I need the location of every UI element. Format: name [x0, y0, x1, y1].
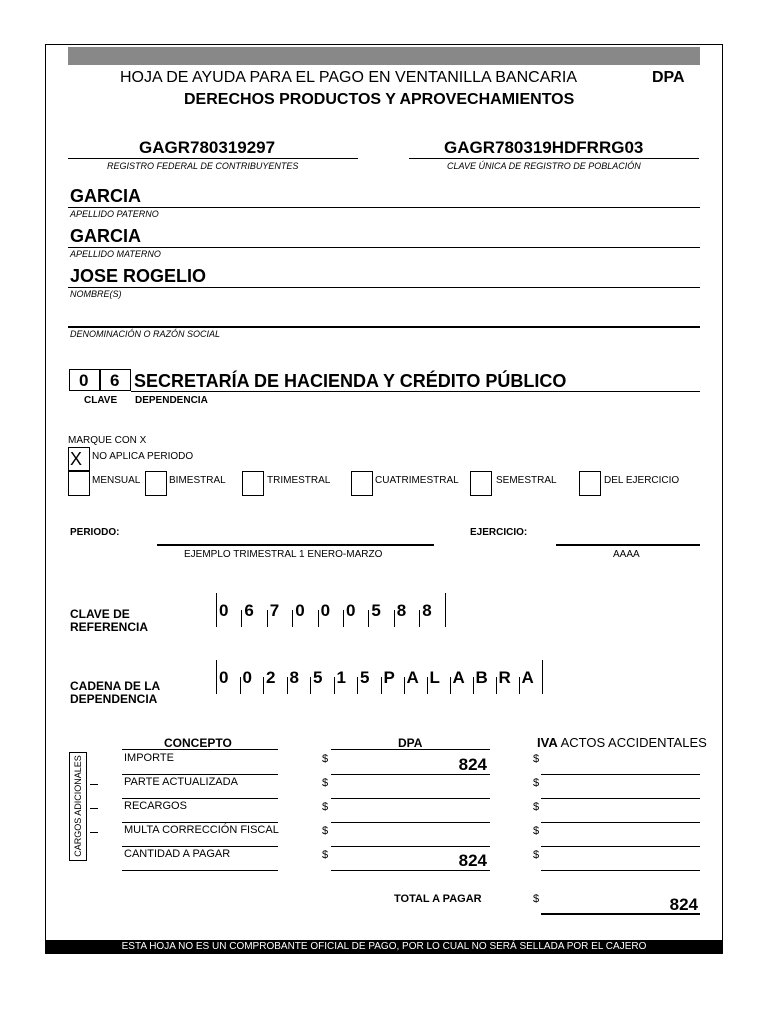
col-dpa-line [331, 749, 490, 750]
dpa-badge: DPA [652, 69, 685, 86]
dpa-currency: $ [322, 777, 329, 789]
dpa-value: 824 [458, 851, 487, 870]
total-label: TOTAL A PAGAR [394, 893, 482, 905]
clave-referencia-separator [241, 610, 242, 627]
concept-label: IMPORTE [124, 752, 174, 764]
iva-currency: $ [533, 849, 540, 861]
cadena-label-2: DEPENDENCIA [70, 692, 158, 706]
cuatrimestral-label: CUATRIMESTRAL [375, 475, 459, 486]
iva-currency: $ [533, 777, 540, 789]
concept-line [122, 822, 278, 823]
cadena-separator [542, 660, 543, 694]
rfc-value: GAGR780319297 [139, 138, 276, 157]
trimestral-checkbox[interactable] [242, 471, 264, 496]
cadena-separator [381, 677, 382, 694]
clave-referencia-separator [368, 610, 369, 627]
apellido-paterno-label: APELLIDO PATERNO [70, 209, 159, 219]
col-iva-header [537, 735, 707, 750]
cadena-separator [496, 677, 497, 694]
apellido-paterno-value: GARCIA [70, 186, 141, 206]
clave-referencia-separator [419, 610, 420, 627]
del-ejercicio-checkbox[interactable] [579, 471, 601, 496]
disclaimer-footer: ESTA HOJA NO ES UN COMPROBANTE OFICIAL DE PAGO, POR LO CUAL NO SERÁ SELLADA POR EL CAJERO [45, 940, 723, 954]
clave-referencia-char: 8 [396, 601, 407, 620]
dependencia-clave-label: CLAVE [84, 395, 118, 406]
concept-line [122, 846, 278, 847]
total-line [541, 913, 700, 915]
cadena-char: B [475, 668, 488, 687]
form-frame [45, 44, 723, 954]
dpa-line [331, 846, 490, 847]
cargos-tick-2 [90, 808, 98, 809]
periodo-hint: EJEMPLO TRIMESTRAL 1 ENERO-MARZO [184, 549, 383, 560]
clave-referencia-separator [445, 593, 446, 627]
cargos-tick-1 [90, 784, 98, 785]
apellido-materno-label: APELLIDO MATERNO [70, 249, 161, 259]
bimestral-checkbox[interactable] [145, 471, 167, 496]
cuatrimestral-checkbox[interactable] [351, 471, 373, 496]
dpa-currency: $ [322, 849, 329, 861]
periodo-field-line[interactable] [157, 544, 434, 546]
clave-referencia-separator [318, 610, 319, 627]
rfc-label: REGISTRO FEDERAL DE CONTRIBUYENTES [107, 161, 299, 171]
concept-label: RECARGOS [124, 800, 187, 812]
cargos-adicionales-label: CARGOS ADICIONALES [73, 755, 83, 857]
cadena-char: 0 [219, 668, 229, 687]
concept-label: CANTIDAD A PAGAR [124, 848, 231, 860]
clave-referencia-char: 6 [244, 601, 254, 620]
total-value: 824 [669, 895, 698, 914]
clave-referencia-char: 8 [422, 601, 432, 620]
dependencia-line [131, 391, 700, 392]
clave-referencia-label-1: CLAVE DE [70, 607, 130, 621]
cadena-separator [240, 677, 241, 694]
cadena-char: 8 [289, 668, 299, 687]
dpa-currency: $ [322, 753, 329, 765]
cadena-separator [310, 677, 311, 694]
cadena-char: 1 [336, 668, 346, 687]
rfc-underline [68, 158, 358, 159]
concept-label: MULTA CORRECCIÓN FISCAL [124, 824, 279, 836]
ejercicio-hint: AAAA [613, 549, 640, 560]
razon-social-label: DENOMINACIÓN O RAZÓN SOCIAL [70, 329, 221, 339]
concept-line [122, 870, 278, 871]
cadena-separator [216, 660, 217, 694]
dependencia-clave-digit-1: 0 [79, 371, 89, 390]
cadena-label-1: CADENA DE LA [70, 679, 161, 693]
mensual-checkbox[interactable] [68, 471, 90, 496]
clave-referencia-char: 0 [346, 601, 356, 620]
dpa-currency: $ [322, 801, 329, 813]
clave-referencia-char: 0 [295, 601, 305, 620]
razon-social-line [68, 326, 700, 328]
form-subtitle: DERECHOS PRODUCTOS Y APROVECHAMIENTOS [184, 91, 575, 108]
mensual-label: MENSUAL [92, 475, 141, 486]
concept-line [122, 774, 278, 775]
clave-referencia-separator [292, 610, 293, 627]
semestral-checkbox[interactable] [470, 471, 492, 496]
cadena-char: R [498, 668, 511, 687]
cadena-separator [263, 677, 264, 694]
iva-line [541, 846, 700, 847]
dpa-line [331, 774, 490, 775]
cadena-char: 0 [242, 668, 252, 687]
cadena-separator [404, 677, 405, 694]
concept-label: PARTE ACTUALIZADA [124, 776, 238, 788]
marque-instruction: MARQUE CON X [68, 435, 147, 446]
cadena-separator [427, 677, 428, 694]
dpa-currency: $ [322, 825, 329, 837]
cadena-separator [473, 677, 474, 694]
dependencia-name: SECRETARÍA DE HACIENDA Y CRÉDITO PÚBLICO [134, 371, 567, 391]
iva-line [541, 774, 700, 775]
apellido-paterno-line [68, 207, 700, 208]
curp-value: GAGR780319HDFRRG03 [444, 138, 644, 157]
dependencia-label: DEPENDENCIA [135, 395, 208, 406]
iva-currency: $ [533, 753, 540, 765]
cadena-char: A [521, 668, 534, 687]
cadena-separator [357, 677, 358, 694]
header-bar [68, 47, 700, 65]
cadena-separator [287, 677, 288, 694]
cadena-char: 5 [360, 668, 370, 687]
no-aplica-mark: X [70, 449, 83, 469]
iva-line [541, 822, 700, 823]
del-ejercicio-label: DEL EJERCICIO [604, 475, 680, 486]
curp-underline [409, 158, 699, 159]
total-currency: $ [533, 893, 540, 905]
clave-referencia-separator [267, 610, 268, 627]
clave-referencia-char: 5 [371, 601, 381, 620]
form-title: HOJA DE AYUDA PARA EL PAGO EN VENTANILLA BANCARIA [120, 69, 578, 86]
cadena-char: L [429, 668, 440, 687]
ejercicio-field-line[interactable] [556, 544, 700, 546]
cadena-separator [334, 677, 335, 694]
cadena-char: A [406, 668, 419, 687]
clave-referencia-label-2: REFERENCIA [70, 620, 149, 634]
clave-referencia-separator [343, 610, 344, 627]
dependencia-clave-digit-2: 6 [110, 371, 120, 390]
iva-currency: $ [533, 825, 540, 837]
dpa-line [331, 870, 490, 871]
no-aplica-label: NO APLICA PERIODO [92, 451, 194, 462]
col-dpa-header: DPA [398, 736, 423, 750]
trimestral-label: TRIMESTRAL [267, 475, 331, 486]
nombre-line [68, 287, 700, 288]
nombre-label: NOMBRE(S) [70, 289, 122, 299]
iva-currency: $ [533, 801, 540, 813]
apellido-materno-value: GARCIA [70, 226, 141, 246]
cadena-char: A [452, 668, 465, 687]
dpa-line [331, 822, 490, 823]
concept-line [122, 798, 278, 799]
iva-line [541, 870, 700, 871]
clave-referencia-char: 7 [269, 601, 280, 620]
col-iva-bold: IVA [537, 735, 558, 750]
bimestral-label: BIMESTRAL [169, 475, 226, 486]
ejercicio-label: EJERCICIO: [470, 527, 528, 538]
apellido-materno-line [68, 247, 700, 248]
cadena-char: 2 [266, 668, 276, 687]
clave-referencia-char: 0 [219, 601, 229, 620]
col-iva-rest: ACTOS ACCIDENTALES [557, 735, 707, 750]
cargos-tick-3 [90, 832, 98, 833]
col-concepto-header: CONCEPTO [164, 736, 232, 750]
col-concepto-line [122, 749, 278, 750]
nombre-value: JOSE ROGELIO [70, 266, 207, 286]
cadena-char: P [383, 668, 395, 687]
curp-label: CLAVE ÚNICA DE REGISTRO DE POBLACIÓN [447, 161, 641, 171]
clave-referencia-separator [216, 593, 217, 627]
dpa-line [331, 798, 490, 799]
periodo-label: PERIODO: [70, 527, 120, 538]
cadena-separator [519, 677, 520, 694]
clave-referencia-separator [394, 610, 395, 627]
dpa-value: 824 [458, 755, 487, 774]
iva-line [541, 798, 700, 799]
cadena-separator [450, 677, 451, 694]
clave-referencia-char: 0 [320, 601, 331, 620]
cadena-char: 5 [313, 668, 323, 687]
semestral-label: SEMESTRAL [496, 475, 557, 486]
